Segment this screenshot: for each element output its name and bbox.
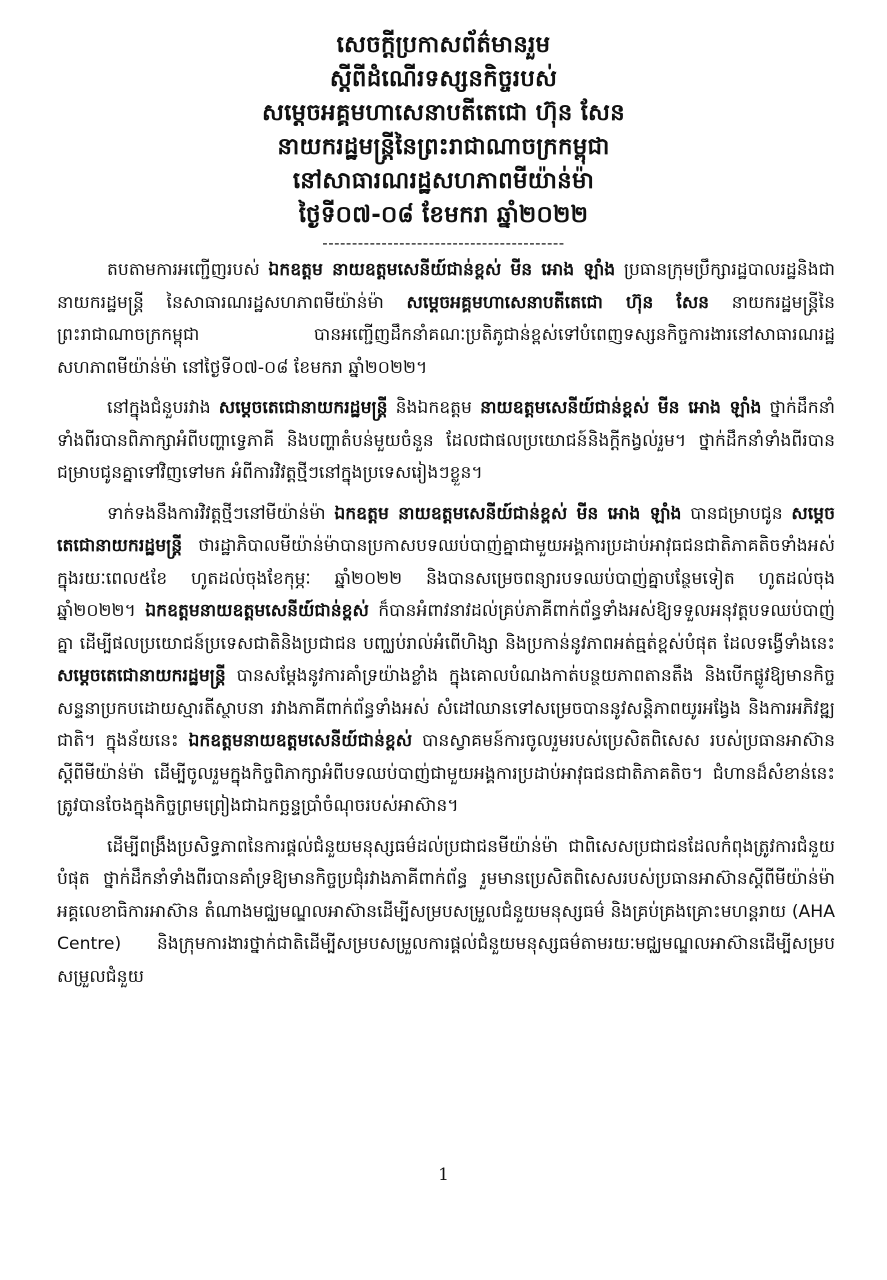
paragraph bbox=[57, 254, 835, 384]
document-body bbox=[57, 254, 835, 1001]
paragraph-text: បានស្វាគមន៍ការចូលរួមរបស់ប្រេសិតពិសេស របស់ប្រធានអាស៊ាន ស្ដីពីមីយ៉ាន់ម៉ា ដើម្បីចូលរួមក្នុងកិច្ចពិភាក្សាអំពីបទឈប់បាញ់ជាមួយអង្គការប្រដាប់អាវុធជនជាតិភាគតិច។ ជំហានដ៏សំខាន់នេះ ត្រូវបានចែងក្នុងកិច្ចព្រមព្រៀងជាឯកច្ឆន្ទប្រាំចំណុចរបស់អាស៊ាន។ bbox=[57, 731, 835, 816]
paragraph-bold-text: សម្ដេចតេជោនាយករដ្ឋមន្ដ្រី bbox=[57, 666, 226, 686]
paragraph-text: ថ្នាក់ដឹកនាំទាំងពីរបានពិភាក្សាអំពីបញ្ហាទ្វេភាគី និងបញ្ហាតំបន់មួយចំនួន ដែលជាផលប្រយោជន៍និងក្ដីកង្វល់រួម។ ថ្នាក់ដឹកនាំទាំងពីរបានជម្រាបជូនគ្នាទៅវិញទៅមក អំពីការវិវត្តថ្មីៗនៅក្នុងប្រទេសរៀងៗខ្លួន។ bbox=[57, 398, 835, 483]
paragraph bbox=[57, 831, 835, 994]
title-date-line: ថ្ងៃទី០៧-០៨ ខែមករា ឆ្នាំ២០២២ bbox=[298, 202, 589, 228]
paragraph-bold-text: ឯកឧត្ដម នាយឧត្ដមសេនីយ៍ជាន់ខ្ពស់ មីន អោង ឡាំង bbox=[268, 260, 616, 280]
paragraph-text: និងឯកឧត្ដម bbox=[387, 398, 481, 418]
paragraph-text: ថារដ្ឋាភិបាលមីយ៉ាន់ម៉ាបានប្រកាសបទឈប់បាញ់គ្នាជាមួយអង្គការប្រដាប់អាវុធជនជាតិភាគតិចទាំងអស់ ក្នុងរយៈពេល៥ខែ ហូតដល់ចុងខែកុម្ភៈ ឆ្នាំ២០២២ និងបានសម្រេចពន្យារបទឈប់បាញ់គ្នាបន្ថែមទៀត ហូតដល់ចុងឆ្នាំ២០២២។ bbox=[57, 536, 835, 621]
paragraph-text: ទាក់ទងនឹងការវិវត្តថ្មីៗនៅមីយ៉ាន់ម៉ា bbox=[107, 503, 335, 524]
title-line: សម្ដេចអគ្គមហាសេនាបតីតេជោ ហ៊ុន សែន bbox=[262, 100, 625, 126]
paragraph-text: តបតាមការអញ្ជើញរបស់ bbox=[107, 260, 269, 280]
title-line: សេចក្ដីប្រកាសព័ត៌មានរួម bbox=[336, 32, 551, 58]
paragraph-bold-text: សម្ដេចតេជោនាយករដ្ឋមន្ដ្រី bbox=[218, 398, 388, 418]
paragraph-text: ប្រធានក្រុមប្រឹក្សារដ្ឋបាលរដ្ឋនិងជានាយករដ្ឋមន្ដ្រី នៃសាធារណរដ្ឋសហភាពមីយ៉ាន់ម៉ា bbox=[57, 260, 835, 313]
paragraph bbox=[57, 392, 835, 490]
paragraph bbox=[57, 498, 835, 823]
paragraph-bold-text: សម្ដេចតេជោនាយករដ្ឋមន្ដ្រី bbox=[57, 503, 835, 556]
title-line: នៅសាធារណរដ្ឋសហភាពមីយ៉ាន់ម៉ា bbox=[292, 168, 595, 194]
title-line: នាយករដ្ឋមន្ដ្រីនៃព្រះរាជាណាចក្រកម្ពុជា bbox=[277, 134, 610, 160]
paragraph-text: បានសម្ដែងនូវការគាំទ្រយ៉ាងខ្លាំង ក្នុងគោលបំណងកាត់បន្ថយភាពតានតឹង និងបើកផ្លូវឱ្យមានកិច្ចសន្ទនាប្រកបដោយស្មារតីស្ថាបនា រវាងភាគីពាក់ព័ន្ធទាំងអស់ សំដៅឈានទៅសម្រេចបាននូវសន្ដិភាពយូរអង្វែង និងការអភិវឌ្ឍជាតិ។ ក្នុងន័យនេះ bbox=[57, 666, 835, 751]
paragraph-bold-text: ឯកឧត្ដមនាយឧត្ដមសេនីយ៍ជាន់ខ្ពស់ bbox=[145, 601, 369, 621]
title-line: ស្ដីពីដំណើរទស្សនកិច្ចរបស់ bbox=[329, 66, 558, 92]
page-number: 1 bbox=[438, 1165, 449, 1185]
document-title bbox=[0, 28, 887, 252]
paragraph-text: ក៏បានអំពាវនាវដល់គ្រប់ភាគីពាក់ព័ន្ធទាំងអស់ឱ្យទទួលអនុវត្តបទឈប់បាញ់គ្នា ដើម្បីផលប្រយោជន៍ប្រទេសជាតិនិងប្រជាជន បញ្ឈប់រាល់អំពើហិង្សា និងប្រកាន់នូវភាពអត់ធ្មត់ខ្ពស់បំផុត ដែលទង្វើទាំងនេះ bbox=[57, 601, 835, 654]
paragraph-bold-text: សម្ដេចអគ្គមហាសេនាបតីតេជោ ហ៊ុន សែន bbox=[406, 292, 710, 313]
paragraph-text: នាយករដ្ឋមន្ដ្រីនៃព្រះរាជាណាចក្រកម្ពុជា បានអញ្ជើញដឹកនាំគណៈប្រតិភូជាន់ខ្ពស់ទៅបំពេញទស្សនកិច្ចការងារនៅសាធារណរដ្ឋសហភាពមីយ៉ាន់ម៉ា នៅថ្ងៃទី០៧-០៨ ខែមករា ឆ្នាំ២០២២។ bbox=[57, 292, 835, 378]
paragraph-text: នៅក្នុងជំនួបរវាង bbox=[107, 398, 219, 418]
paragraph-text: បានជម្រាបជូន bbox=[681, 503, 792, 524]
paragraph-text: ដើម្បីពង្រឹងប្រសិទ្ធភាពនៃការផ្ដល់ជំនួយមនុស្សធម៌ដល់ប្រជាជនមីយ៉ាន់ម៉ា ជាពិសេសប្រជាជនដែលកំពុងត្រូវការជំនួយបំផុត ថ្នាក់ដឹកនាំទាំងពីរបានគាំទ្រឱ្យមានកិច្ចប្រជុំរវាងភាគីពាក់ព័ន្ធ រួមមានប្រេសិតពិសេសរបស់ប្រធានអាស៊ានស្ដីពីមីយ៉ាន់ម៉ា អគ្គលេខាធិការអាស៊ាន តំណាងមជ្ឈមណ្ឌលអាស៊ានដើម្បីសម្របសម្រួលជំនួយមនុស្សធម៌ និងគ្រប់គ្រងគ្រោះមហន្ដរាយ (AHA Centre) និងក្រុមការងារថ្នាក់ជាតិដើម្បីសម្របសម្រួលការផ្ដល់ជំនួយមនុស្សធម៌តាមរយៈមជ្ឈមណ្ឌលអាស៊ានដើម្បីសម្របសម្រួលជំនួយ bbox=[57, 836, 835, 987]
paragraph-bold-text: ឯកឧត្ដម នាយឧត្ដមសេនីយ៍ជាន់ខ្ពស់ មីន អោង ឡាំង bbox=[334, 503, 682, 524]
title-separator: ----------------------------------------- bbox=[322, 234, 565, 252]
paragraph-bold-text: នាយឧត្ដមសេនីយ៍ជាន់ខ្ពស់ មីន អោង ឡាំង bbox=[480, 398, 762, 418]
paragraph-bold-text: ឯកឧត្ដមនាយឧត្ដមសេនីយ៍ជាន់ខ្ពស់ bbox=[188, 731, 413, 751]
